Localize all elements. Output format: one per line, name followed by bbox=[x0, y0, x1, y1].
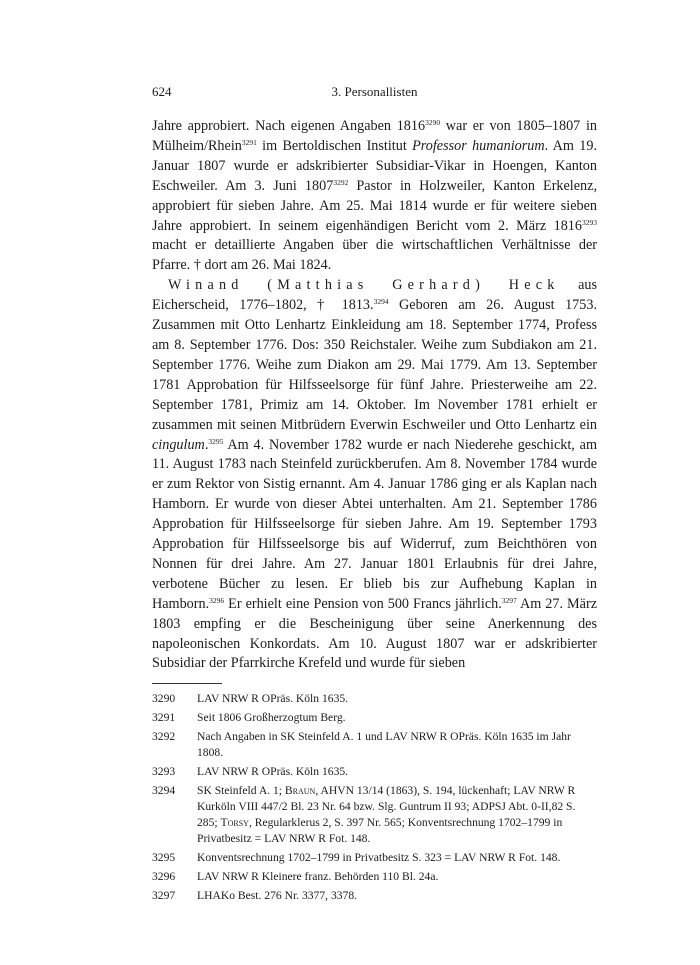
footnote bbox=[152, 888, 597, 904]
footnote-ref: 3293 bbox=[582, 217, 597, 227]
page-number: 624 bbox=[152, 84, 172, 99]
footnote-text: LHAKo Best. 276 Nr. 3377, 3378. bbox=[197, 889, 358, 903]
paragraph-2 bbox=[152, 276, 597, 674]
footnote-text: LAV NRW R OPräs. Köln 1635. bbox=[197, 692, 349, 706]
text-run: , Regularklerus 2, S. 397 Nr. 565; Konventsrechnung 1702–1799 in Privatbesitz = LAV NRW R Fot. 148. bbox=[197, 816, 563, 846]
footnote-number: 3292 bbox=[152, 730, 176, 744]
italic-term: Professor humaniorum bbox=[412, 137, 545, 154]
text-run: . bbox=[204, 436, 209, 453]
footnote-number: 3291 bbox=[152, 711, 176, 725]
footnote-ref: 3290 bbox=[425, 118, 441, 127]
text-run: Am 27. März 1803 empfing er die Bescheinigung über seine Anerkennung des napoleonischen Konkordats. Am 10. August 1807 war er adskribierter Subsidiar der Pfarrkirche Krefeld und wurde für sieben bbox=[152, 595, 597, 672]
footnote-ref: 3291 bbox=[241, 137, 257, 147]
footnote bbox=[152, 764, 597, 780]
footnote bbox=[152, 729, 597, 761]
text-run: im Bertoldischen Institut bbox=[256, 137, 413, 154]
text-run: Geboren am 26. August 1753. Zusammen mit Otto Lenhartz Einkleidung am 18. September 1774, Profess am 8. September 1776. Dos: 350 Reichstaler. Weihe zum Subdiakon am 21. September 1776. Weihe zum Diakon am 29. Mai 1779. Am 13. September 1781 Approbation für Hilfsseelsorge für fünf Jahre. Priesterweihe am 22. September 1781, Primiz am 14. Oktober. Im November 1781 erhielt er zusammen mit seinen Mitbrüdern Everwin Eschweiler und Otto Lenhartz ein bbox=[152, 297, 597, 433]
text-run: Am 4. November 1782 wurde er nach Niederehe geschickt, am 11. August 1783 nach Steinfeld zurückberufen. Am 8. November 1784 wurde er zum Rektor von Sistig ernannt. Am 4. Januar 1786 ging er als Kaplan nach Hamborn. Er wurde von dieser Abtei unterhalten. Am 21. September 1786 Approbation für Hilfsseelsorge für sieben Jahre. Am 19. September 1793 Approbation für Hilfsseelsorge bis auf Widerruf, zum Beichthören von Nonnen für drei Jahre. Am 27. Januar 1801 Erlaubnis für drei Jahre, verbotene Bücher zu lesen. Er blieb bis zur Aufhebung Kaplan in Hamborn. bbox=[152, 436, 597, 612]
text-run: aus Eicherscheid, 1776–1802, † 1813. bbox=[152, 277, 597, 314]
book-page bbox=[152, 84, 597, 904]
text-run: macht er detaillierte Angaben über die wirtschaftlichen Verhältnisse der Pfarre. † dort am 26. Mai 1824. bbox=[152, 237, 597, 274]
footnote bbox=[152, 783, 597, 847]
page-header bbox=[152, 84, 597, 106]
author-name: Torsy bbox=[220, 816, 249, 830]
person-name: Winand (Matthias Gerhard) Heck bbox=[168, 277, 560, 294]
text-run: . Am 19. Januar 1807 wurde er adskribierter Subsidiar-Vikar in Hoengen, Kanton Eschweiler. Am 3. Juni 1807 bbox=[152, 137, 598, 194]
paragraph-1 bbox=[152, 117, 597, 276]
footnotes bbox=[152, 691, 597, 904]
main-text bbox=[152, 117, 597, 674]
footnote-text: LAV NRW R OPräs. Köln 1635. bbox=[197, 765, 349, 779]
footnote-number: 3296 bbox=[152, 870, 176, 884]
footnote-ref: 3296 bbox=[209, 595, 225, 605]
text-run: war er von 1805–1807 in Mülheim/Rhein bbox=[152, 118, 597, 154]
footnote-number: 3290 bbox=[152, 692, 176, 706]
text-run: SK Steinfeld A. 1; bbox=[197, 784, 285, 798]
footnote-ref: 3297 bbox=[501, 595, 517, 605]
footnote bbox=[152, 691, 597, 707]
footnote-number: 3297 bbox=[152, 889, 176, 903]
footnote-text: Seit 1806 Großherzogtum Berg. bbox=[197, 711, 346, 725]
text-run: Jahre approbiert. Nach eigenen Angaben 1816 bbox=[152, 118, 426, 134]
footnote bbox=[152, 869, 597, 885]
footnote-text bbox=[197, 783, 597, 847]
footnote-number: 3295 bbox=[152, 851, 176, 865]
footnote-text: Konventsrechnung 1702–1799 in Privatbesitz S. 323 = LAV NRW R Fot. 148. bbox=[197, 851, 561, 865]
footnote bbox=[152, 850, 597, 866]
running-title: 3. Personallisten bbox=[331, 84, 418, 99]
author-name: Braun bbox=[284, 784, 316, 798]
text-run: Pastor in Holzweiler, Kanton Erkelenz, approbiert für sieben Jahre. Am 25. Mai 1814 wurde er für weitere sieben Jahre approbiert. In seinem eigenhändigen Bericht vom 2. März 1816 bbox=[152, 177, 597, 234]
footnote-ref: 3292 bbox=[333, 177, 349, 187]
footnote-number: 3294 bbox=[152, 784, 176, 798]
footnote bbox=[152, 710, 597, 726]
footnote-number: 3293 bbox=[152, 765, 176, 779]
text-run: Er erhielt eine Pension von 500 Francs jährlich. bbox=[224, 595, 502, 612]
footnote-text: Nach Angaben in SK Steinfeld A. 1 und LAV NRW R OPräs. Köln 1635 im Jahr 1808. bbox=[197, 730, 571, 760]
footnote-ref: 3295 bbox=[208, 436, 224, 446]
italic-term: cingulum bbox=[152, 436, 205, 453]
footnote-ref: 3294 bbox=[373, 297, 389, 307]
footnote-text: LAV NRW R Kleinere franz. Behörden 110 Bl. 24a. bbox=[197, 870, 439, 884]
footnote-divider bbox=[152, 683, 222, 684]
text-run: , AHVN 13/14 (1863), S. 194, lückenhaft; LAV NRW R Kurköln VIII 447/2 Bl. 23 Nr. 64 bzw. Slg. Guntrum II 93; ADPSJ Abt. 0-II,82 S. 285; bbox=[197, 784, 576, 830]
